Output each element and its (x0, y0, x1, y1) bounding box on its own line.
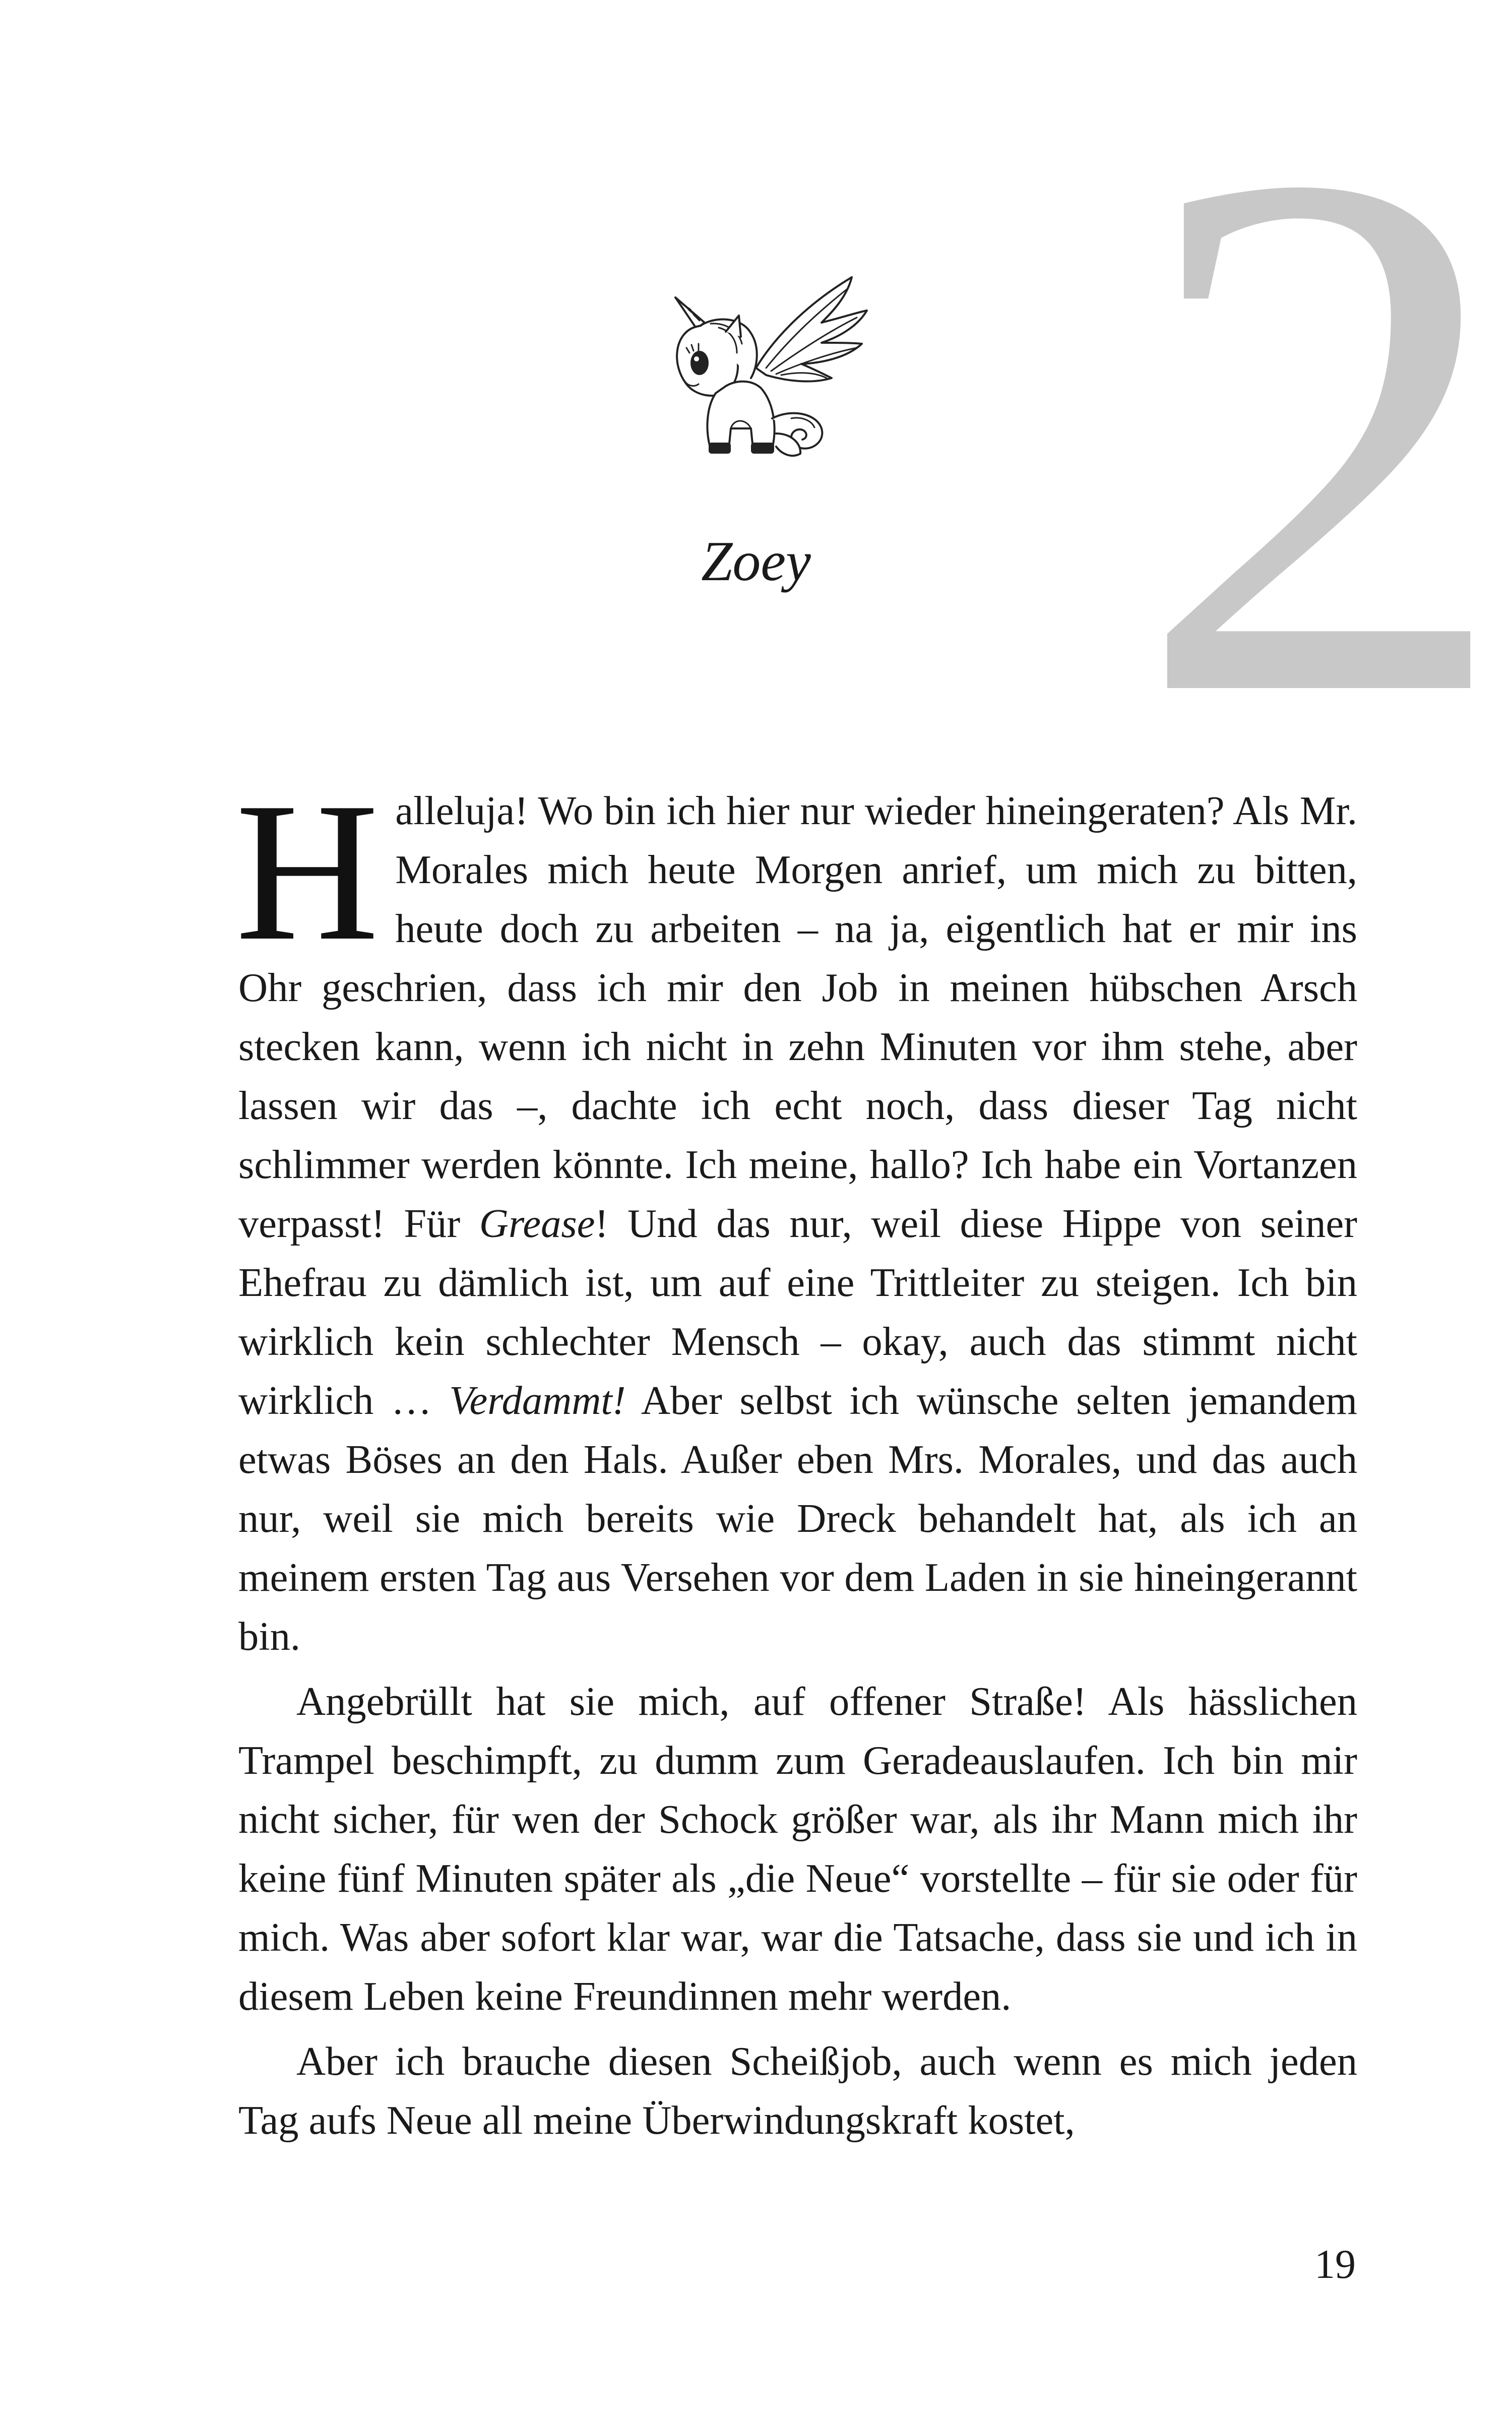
page-number: 19 (1314, 2241, 1356, 2287)
paragraph-1-part-b: ! Und das nur, weil diese Hippe von seiner Ehefrau zu dämlich ist, um auf eine Trittleiter zu steigen. Ich bin wirklich kein schlechter Mensch – okay, auch das stimmt nicht wirklich … (238, 1201, 1357, 1423)
chapter-text (235, 762, 1357, 2150)
paragraph-1-part-c: Aber selbst ich wünsche selten jemandem etwas Böses an den Hals. Außer eben Mrs. Morales, und das auch nur, weil sie mich bereits wie Dreck behandelt hat, als ich an meinem ersten Tag aus Versehen vor dem Laden in sie hineingerannt bin. (238, 1378, 1357, 1659)
paragraph-1-part-a: alleluja! Wo bin ich hier nur wieder hineingeraten? Als Mr. Morales mich heute Morgen anrief, um mich zu bitten, heute doch zu arbeiten – na ja, eigentlich hat er mir ins Ohr geschrien, dass ich mir den Job in meinen hübschen Arsch stecken kann, wenn ich nicht in zehn Minuten vor ihm stehe, aber lassen wir das –, dachte ich echt noch, dass dieser Tag nicht schlimmer werden könnte. Ich meine, hallo? Ich habe ein Vortanzen verpasst! Für (238, 788, 1357, 1246)
paragraph-1 (235, 762, 1357, 1666)
pov-name: Zoey (701, 530, 811, 593)
paragraph-1-italic-verdammt: Verdammt! (449, 1378, 626, 1423)
chapter-number: 2 (1134, 15, 1512, 852)
drop-cap: H (235, 762, 380, 982)
paragraph-2: Angebrüllt hat sie mich, auf offener Straße! Als hässlichen Trampel beschimpft, zu dumm zum Geradeauslaufen. Ich bin mir nicht sicher, für wen der Schock größer war, als ihr Mann mich ihr keine fünf Minuten später als „die Neue“ vorstellte – für sie oder für mich. Was aber sofort klar war, war die Tatsache, dass sie und ich in diesem Leben keine Freundinnen mehr werden. (238, 1679, 1357, 2019)
paragraph-1-italic-grease: Grease (479, 1201, 595, 1246)
paragraph-3: Aber ich brauche diesen Scheißjob, auch wenn es mich jeden Tag aufs Neue all meine Überwindungskraft kostet, (238, 2039, 1357, 2143)
winged-unicorn-icon (640, 267, 872, 469)
